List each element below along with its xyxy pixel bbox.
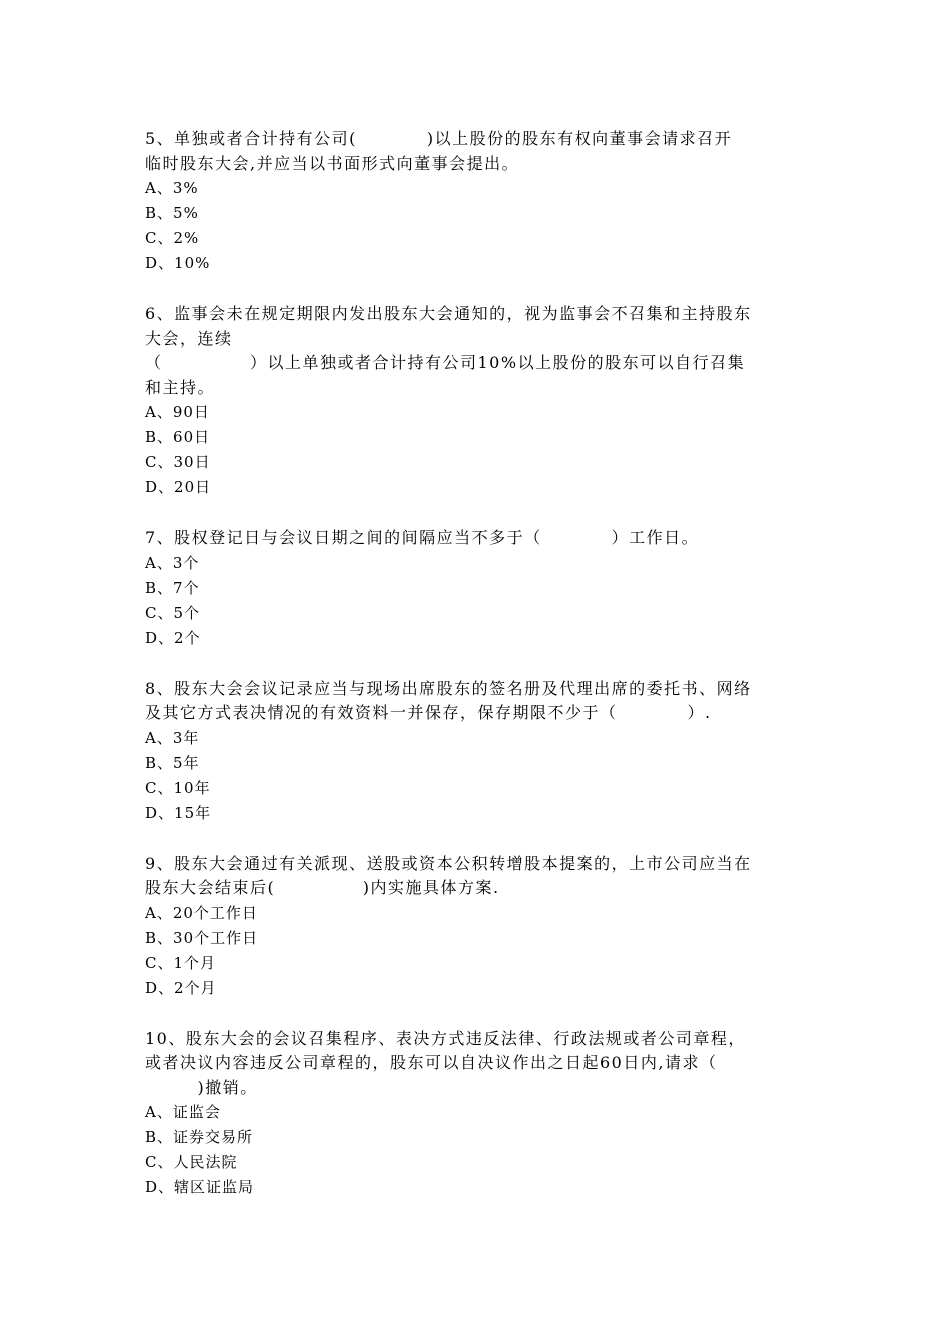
question-text-line: 8、股东大会会议记录应当与现场出席股东的签名册及代理出席的委托书、网络: [145, 678, 752, 698]
option-b: B、5%: [145, 204, 199, 222]
option-a: A、90日: [145, 403, 210, 421]
option-a: A、3%: [145, 179, 199, 197]
option-c: C、10年: [145, 778, 211, 797]
question-text-line: 6、监事会未在规定期限内发出股东大会通知的，视为监事会不召集和主持股东: [145, 304, 752, 323]
option-a: A、3个: [145, 553, 200, 572]
question-text-line: 及其它方式表决情况的有效资料一并保存，保存期限不少于（ ）.: [145, 703, 712, 722]
option-c: C、1个月: [145, 953, 217, 972]
question-text-line: 或者决议内容违反公司章程的，股东可以自决议作出之日起60日内,请求（: [145, 1053, 718, 1072]
option-d: D、2个: [145, 628, 201, 647]
question-5: [145, 127, 810, 276]
option-c: C、人民法院: [145, 1153, 238, 1171]
question-text-line: 临时股东大会,并应当以书面形式向董事会提出。: [145, 153, 520, 173]
question-text-line: 7、股权登记日与会议日期之间的间隔应当不多于（ ）工作日。: [145, 528, 700, 547]
option-b: B、30个工作日: [145, 928, 259, 947]
question-text-line: 5、单独或者合计持有公司( )以上股份的股东有权向董事会请求召开: [145, 129, 733, 148]
option-d: D、20日: [145, 478, 212, 496]
question-text-line: 10、股东大会的会议召集程序、表决方式违反法律、行政法规或者公司章程，: [145, 1028, 746, 1048]
question-8: [145, 677, 810, 826]
question-10: [145, 1027, 810, 1201]
option-b: B、60日: [145, 428, 211, 446]
option-c: C、5个: [145, 603, 201, 622]
option-b: B、7个: [145, 578, 200, 597]
option-c: C、30日: [145, 453, 211, 471]
question-9: [145, 852, 810, 1001]
option-b: B、5年: [145, 753, 200, 772]
option-c: C、2%: [145, 229, 200, 247]
question-text-line: )撤销。: [145, 1077, 258, 1097]
option-d: D、辖区证监局: [145, 1178, 255, 1196]
question-6: [145, 302, 810, 500]
option-a: A、20个工作日: [145, 903, 258, 922]
question-text-line: 和主持。: [145, 377, 216, 397]
option-b: B、证券交易所: [145, 1128, 254, 1146]
option-d: D、10%: [145, 254, 211, 272]
option-d: D、15年: [145, 803, 212, 822]
question-text-line: 股东大会结束后( )内实施具体方案.: [145, 878, 500, 897]
question-text-line: （ ）以上单独或者合计持有公司10%以上股份的股东可以自行召集: [145, 353, 746, 372]
document-page: [145, 127, 810, 1226]
option-a: A、3年: [145, 728, 200, 747]
question-text-line: 9、股东大会通过有关派现、送股或资本公积转增股本提案的，上市公司应当在: [145, 853, 752, 873]
question-text-line: 大会，连续: [145, 328, 233, 348]
option-a: A、证监会: [145, 1103, 221, 1121]
option-d: D、2个月: [145, 978, 217, 997]
question-7: [145, 526, 810, 651]
